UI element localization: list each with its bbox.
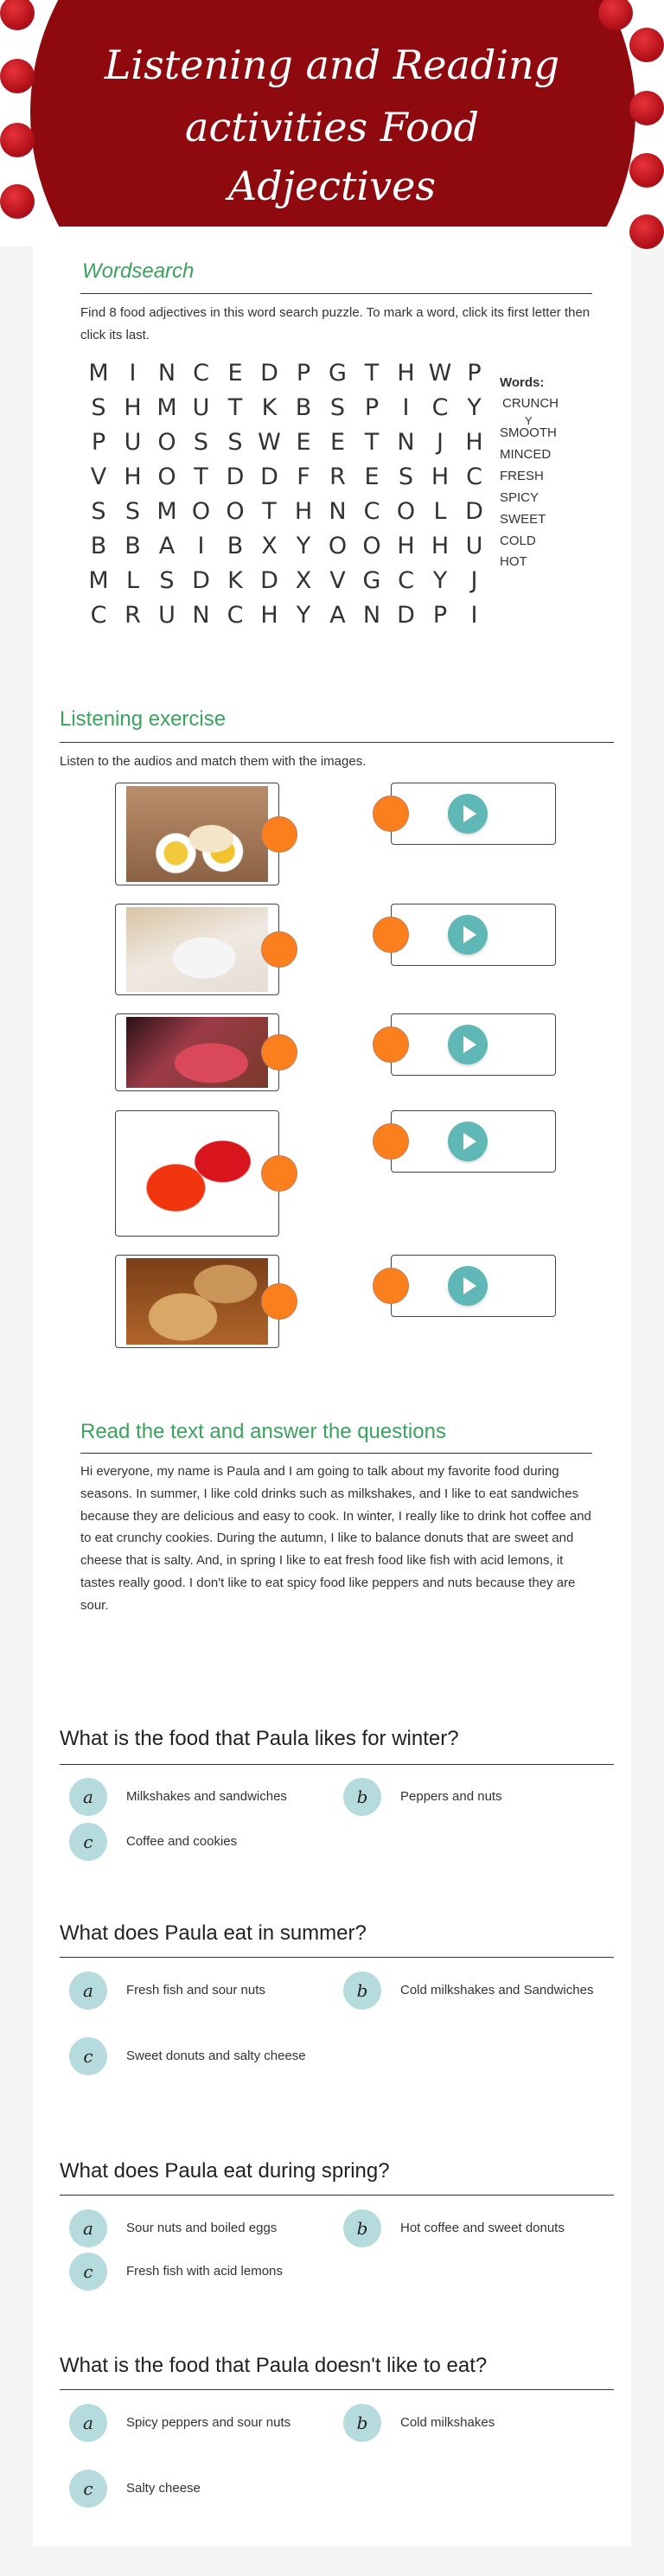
words-label: Words: [500,375,545,390]
grid-letter[interactable]: A [329,602,346,629]
listening-heading: Listening exercise [60,707,227,731]
red-dot-decoration [0,59,35,93]
match-dot[interactable] [261,1155,297,1192]
grid-letter[interactable]: H [124,463,142,490]
word-list-item: Y [525,414,533,427]
option-letter-badge[interactable]: a [69,1972,107,2010]
wordsearch-heading: Wordsearch [82,259,195,283]
red-dot-decoration [0,123,35,157]
grid-letter[interactable]: D [260,360,278,387]
word-list-item: SMOOTH [500,425,557,440]
grid-letter[interactable]: X [295,567,312,594]
grid-letter[interactable]: H [124,394,142,421]
grid-letter[interactable]: I [129,360,137,387]
divider [60,2389,614,2390]
grid-letter[interactable]: U [465,533,483,559]
grid-letter[interactable]: O [157,429,176,456]
grid-letter[interactable]: R [329,463,346,490]
grid-letter[interactable]: H [397,533,415,559]
option-text[interactable]: Sour nuts and boiled eggs [126,2221,278,2235]
grid-letter[interactable]: D [465,498,483,525]
grid-letter[interactable]: O [328,533,348,559]
option-letter-badge[interactable]: b [343,1972,381,2010]
grid-letter[interactable]: U [124,429,142,456]
grid-letter[interactable]: D [260,567,278,594]
grid-letter[interactable]: I [470,602,478,629]
question-heading: What does Paula eat in summer? [60,1921,367,1945]
grid-letter[interactable]: P [91,429,106,456]
divider [80,1453,592,1454]
word-list-item: HOT [500,554,527,569]
grid-letter[interactable]: C [90,602,107,629]
grid-letter[interactable]: S [227,429,243,456]
grid-letter[interactable]: S [398,463,414,490]
grid-letter[interactable]: U [158,602,176,629]
play-button-icon[interactable] [448,1025,488,1064]
grid-letter[interactable]: H [260,602,278,629]
option-text[interactable]: Peppers and nuts [400,1789,502,1804]
grid-letter[interactable]: Y [467,394,482,421]
grid-letter[interactable]: K [261,394,278,421]
grid-letter[interactable]: T [262,498,277,525]
word-list-item: FRESH [500,469,544,483]
option-letter-badge[interactable]: c [69,2253,107,2291]
grid-letter[interactable]: D [226,463,245,490]
image-card-cookies [115,1255,279,1348]
grid-letter[interactable]: S [91,394,106,421]
grid-letter[interactable]: W [428,360,452,387]
grid-letter[interactable]: E [329,429,346,456]
grid-letter[interactable]: K [227,567,243,594]
image-card-minced-meat [115,1013,279,1091]
match-dot[interactable] [373,1123,409,1160]
divider [80,293,592,294]
grid-letter[interactable]: H [431,463,450,490]
grid-letter[interactable]: N [329,498,347,525]
grid-letter[interactable]: D [192,567,210,594]
match-dot[interactable] [261,816,297,853]
option-text[interactable]: Spicy peppers and sour nuts [126,2415,291,2430]
grid-letter[interactable]: N [157,360,176,387]
grid-letter[interactable]: A [158,533,176,559]
question-heading: What does Paula eat during spring? [60,2159,390,2183]
option-letter-badge[interactable]: a [69,1778,107,1816]
grid-letter[interactable]: X [261,533,278,559]
grid-letter[interactable]: E [296,429,311,456]
grid-letter[interactable]: C [398,567,414,594]
flour-image [126,907,268,992]
grid-letter[interactable]: M [156,498,177,525]
grid-letter[interactable]: N [192,602,210,629]
grid-letter[interactable]: G [362,567,381,594]
divider [60,1764,614,1765]
image-card-boiled-eggs [115,783,279,885]
grid-letter[interactable]: O [226,498,245,525]
grid-letter[interactable]: T [364,429,380,456]
red-dot-decoration [0,184,35,219]
cookies-image [126,1258,268,1345]
divider [60,742,614,743]
grid-letter[interactable]: I [402,394,410,421]
option-letter-badge[interactable]: b [343,1778,381,1816]
divider [60,2195,614,2196]
word-list-item: SPICY [500,490,540,505]
grid-letter[interactable]: S [329,394,346,421]
grid-letter[interactable]: H [431,533,450,559]
option-letter-badge[interactable]: b [343,2404,381,2442]
play-button-icon[interactable] [448,915,488,955]
grid-letter[interactable]: O [362,533,381,559]
grid-letter[interactable]: G [329,360,347,387]
grid-letter[interactable]: I [197,533,205,559]
grid-letter[interactable]: B [124,533,141,559]
red-dot-decoration [629,28,664,62]
red-peppers-image [126,1114,268,1233]
grid-letter[interactable]: C [431,394,449,421]
grid-letter[interactable]: C [227,602,244,629]
reading-heading: Read the text and answer the questions [80,1420,446,1443]
play-button-icon[interactable] [448,794,488,834]
grid-letter[interactable]: T [194,463,208,490]
option-letter-badge[interactable]: c [69,2470,107,2508]
grid-letter[interactable]: O [396,498,416,525]
grid-letter[interactable]: E [364,463,380,490]
match-dot[interactable] [261,931,297,968]
word-list-item: CRUNCH [502,396,559,411]
option-text[interactable]: Hot coffee and sweet donuts [400,2221,565,2235]
grid-letter[interactable]: N [397,429,415,456]
grid-letter[interactable]: J [470,567,478,594]
grid-letter[interactable]: S [124,498,141,525]
minced-meat-image [126,1017,268,1088]
grid-letter[interactable]: T [364,360,380,387]
divider [60,1957,614,1958]
grid-letter[interactable]: N [362,602,381,629]
option-letter-badge[interactable]: a [69,2404,107,2442]
image-card-red-peppers [115,1110,279,1237]
grid-letter[interactable]: R [124,602,141,629]
grid-letter[interactable]: H [294,498,313,525]
grid-letter[interactable]: C [466,463,482,490]
title-line-1: Listening and Reading [104,42,560,88]
match-dot[interactable] [261,1034,297,1071]
grid-letter[interactable]: T [227,394,243,421]
option-text[interactable]: Cold milkshakes and Sandwiches [400,1983,594,1998]
match-dot[interactable] [261,1283,297,1320]
option-text[interactable]: Cold milkshakes [400,2415,495,2430]
grid-letter[interactable]: B [227,533,244,559]
grid-letter[interactable]: B [295,394,312,421]
grid-letter[interactable]: S [91,498,106,525]
grid-letter[interactable]: D [397,602,415,629]
red-dot-decoration [629,153,664,188]
option-letter-badge[interactable]: c [69,1823,107,1861]
grid-letter[interactable]: S [193,429,209,456]
grid-letter[interactable]: Y [296,533,311,559]
match-dot[interactable] [373,1026,409,1063]
grid-letter[interactable]: C [363,498,380,525]
grid-letter[interactable]: P [432,602,448,629]
grid-letter[interactable]: F [297,463,310,490]
title-line-3: Adjectives [228,163,436,209]
grid-letter[interactable]: M [156,394,177,421]
match-dot[interactable] [373,796,409,832]
option-text[interactable]: Fresh fish with acid lemons [126,2264,283,2279]
grid-letter[interactable]: O [191,498,211,525]
image-card-flour [115,904,279,995]
grid-letter[interactable]: W [258,429,281,456]
word-list-item: MINCED [500,447,552,462]
wordsearch-instructions: Find 8 food adjectives in this word search puzzle. To mark a word, click its first letter then click its last. [80,305,591,342]
grid-letter[interactable]: Y [296,602,311,629]
option-letter-badge[interactable]: a [69,2209,107,2247]
option-letter-badge[interactable]: b [343,2209,381,2247]
grid-letter[interactable]: V [329,567,346,594]
option-letter-badge[interactable]: c [69,2037,107,2075]
option-text[interactable]: Salty cheese [126,2481,201,2496]
grid-letter[interactable]: J [437,429,444,456]
grid-letter[interactable]: L [125,567,140,594]
grid-letter[interactable]: P [364,394,380,421]
grid-letter[interactable]: H [465,429,483,456]
option-text[interactable]: Milkshakes and sandwiches [126,1789,287,1804]
grid-letter[interactable]: H [397,360,415,387]
option-text[interactable]: Coffee and cookies [126,1834,238,1849]
grid-letter[interactable]: S [159,567,175,594]
grid-letter[interactable]: M [88,567,109,594]
grid-letter[interactable]: C [193,360,209,387]
question-heading: What is the food that Paula likes for winter? [60,1727,459,1750]
listening-instructions: Listen to the audios and match them with the images. [60,754,367,769]
boiled-eggs-image [126,786,268,882]
grid-letter[interactable]: V [90,463,107,490]
grid-letter[interactable]: P [467,360,482,387]
red-dot-decoration [629,91,664,125]
grid-letter[interactable]: P [296,360,311,387]
play-button-icon[interactable] [448,1266,488,1306]
red-dot-decoration [629,214,664,249]
header-banner [0,0,664,227]
reading-text: Hi everyone, my name is Paula and I am going to talk about my favorite food during seasons. In summer, I like cold drinks such as milkshakes, and I like to eat sandwiches because they are delicious and easy to cook. In winter, I really like to drink hot coffee and to eat crunchy cookies. During the autumn, I like to balance donuts that are sweet and cheese that is salty. And, in spring I like to eat fresh food like fish with acid lemons, it tastes really good. I don't like to eat spicy food like peppers and nuts because they are sour. [80,1464,591,1613]
grid-letter[interactable]: M [88,360,109,387]
grid-letter[interactable]: Y [432,567,448,594]
option-text[interactable]: Fresh fish and sour nuts [126,1983,265,1998]
option-text[interactable]: Sweet donuts and salty cheese [126,2049,306,2063]
word-list-item: COLD [500,534,536,548]
grid-letter[interactable]: D [260,463,278,490]
question-heading: What is the food that Paula doesn't like to eat? [60,2354,488,2377]
title-line-2: activities Food [185,104,479,150]
word-list-item: SWEET [500,512,546,527]
grid-letter[interactable]: B [90,533,107,559]
grid-letter[interactable]: E [227,360,243,387]
match-dot[interactable] [373,1268,409,1304]
play-button-icon[interactable] [448,1122,488,1161]
grid-letter[interactable]: U [192,394,210,421]
grid-letter[interactable]: O [157,463,176,490]
grid-letter[interactable]: L [433,498,447,525]
match-dot[interactable] [373,917,409,953]
